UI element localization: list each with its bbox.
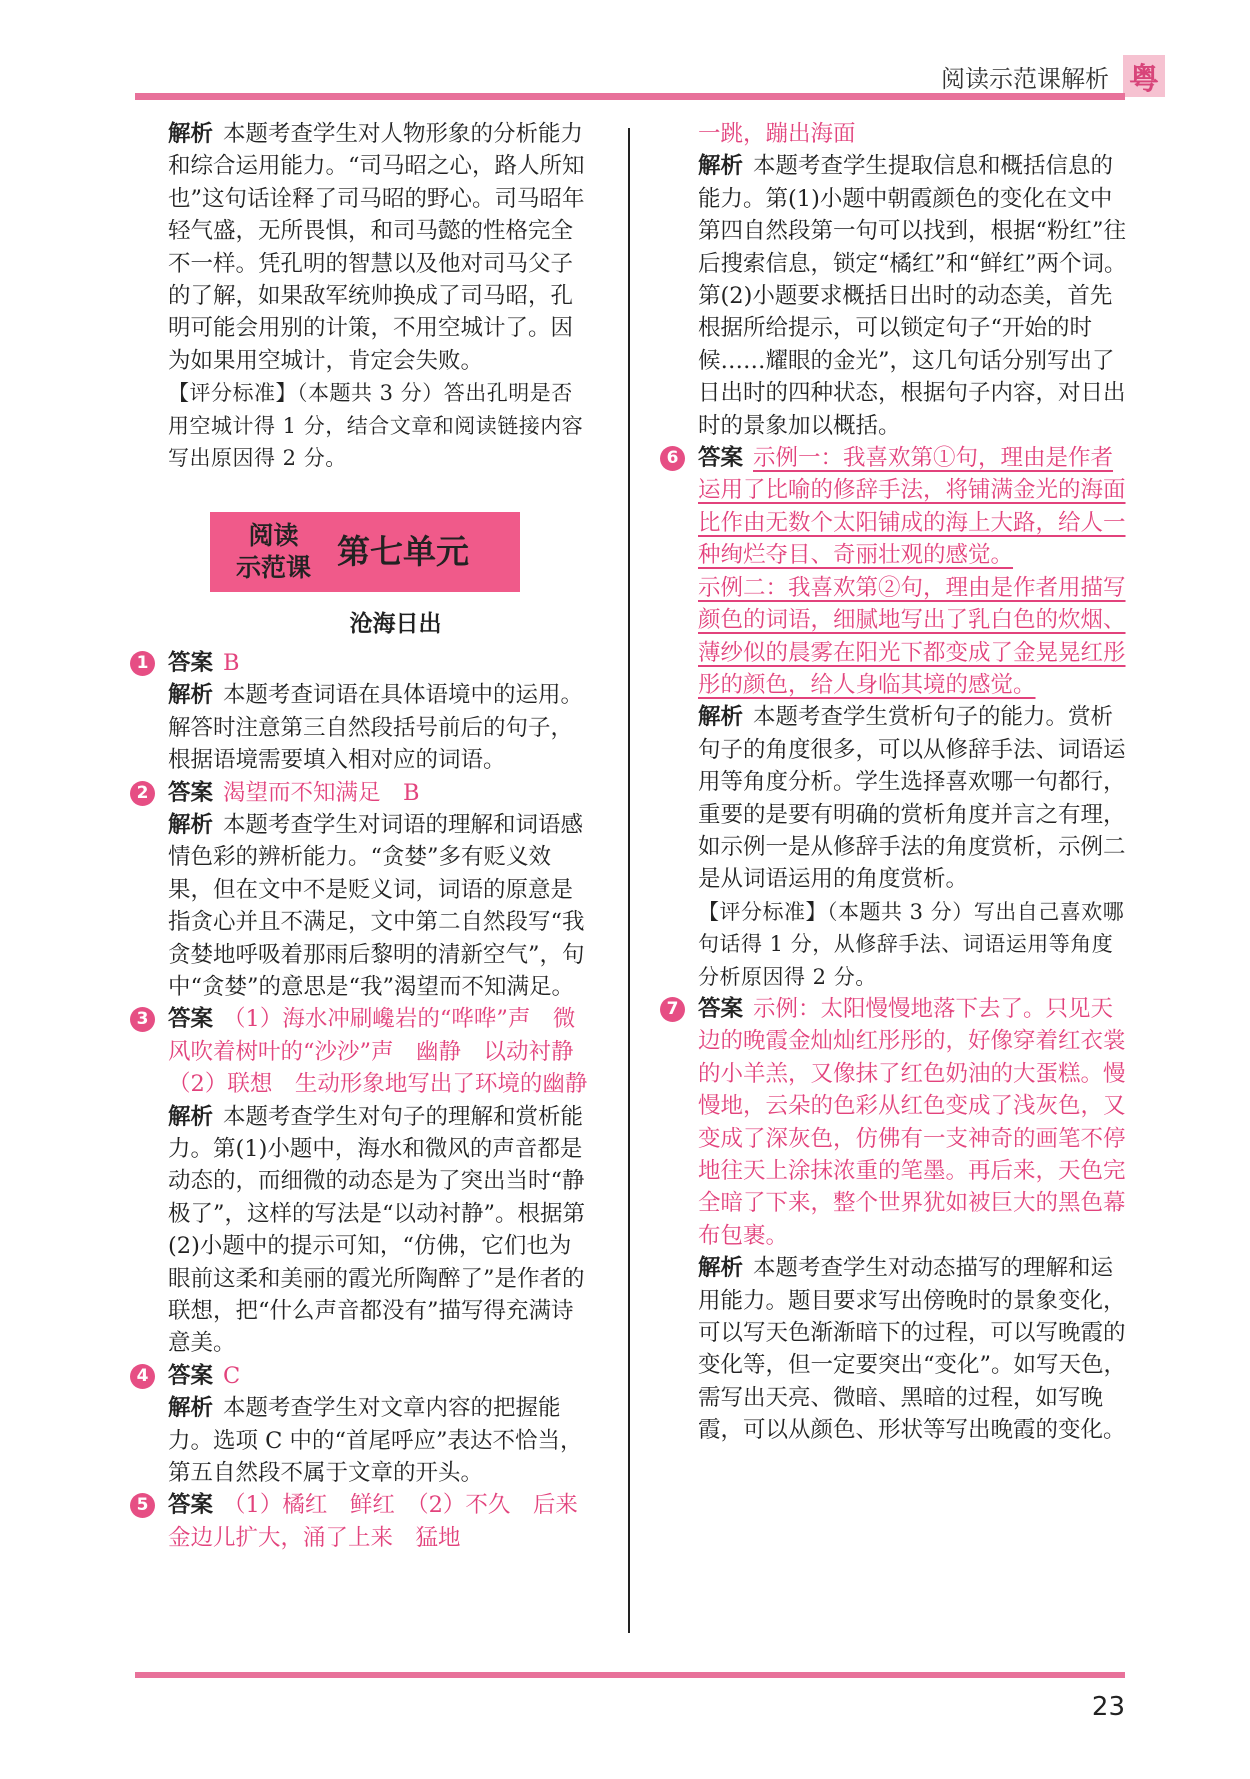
bottom-rule [135,1672,1125,1678]
question-number-badge: 3 [130,1007,155,1032]
question-6: 6 答案 示例一：我喜欢第①句，理由是作者运用了比喻的修辞手法，将铺满金光的海面比作由无数个太阳铺成的海上大路，给人一种绚烂夺目、奇丽壮观的感觉。 示例二：我喜欢第②句，理由是作者用描写颜色的词语，细腻地写出了乳白色的炊烟、薄纱似的晨雾在阳光下都变成了金晃晃红彤彤的颜色，给人身临其境的感觉。 解析 本题考查学生赏析句子的能力。赏析句子的角度很多，可以从修辞手法、词语运用等角度分析。学生选择喜欢哪一句都行，重要的是要有明确的赏析角度并言之有理，如示例一是从修辞手法的角度赏析，示例二是从词语运用的角度赏析。 【评分标准】（本题共 3 分）写出自己喜欢哪句话得 1 分，从修辞手法、词语运用等角度分析原因得 2 分。 [698,442,1128,993]
question-3: 3 答案 （1）海水冲刷巉岩的“哗哗”声 微风吹着树叶的“沙沙”声 幽静 以动衬静 （2）联想 生动形象地写出了环境的幽静 解析 本题考查学生对句子的理解和赏析能力。第(1)小题中，海水和微风的声音都是动态的，而细微的动态是为了突出当时“静极了”，这样的写法是“以动衬静”。根据第(2)小题中的提示可知，“仿佛，它们也为眼前这柔和美丽的霞光所陶醉了”是作者的联想，把“什么声音都没有”描写得充满诗意美。 [168,1003,593,1359]
guangdong-seal: 粤 [1123,55,1165,97]
question-1: 1 答案 B 解析 本题考查词语在具体语境中的运用。解答时注意第三自然段括号前后的句子，根据语境需要填入相对应的词语。 [168,647,593,777]
question-number-badge: 2 [130,781,155,806]
question-2: 2 答案 渴望而不知满足 B 解析 本题考查学生对词语的理解和词语感情色彩的辨析能力。“贪婪”多有贬义效果，但在文中不是贬义词，词语的原意是指贪心并且不满足，文中第二自然段写“我贪婪地呼吸着那雨后黎明的清新空气”，句中“贪婪”的意思是“我”渴望而不知满足。 [168,777,593,1004]
score-standard: 【评分标准】（本题共 3 分）答出孔明是否用空城计得 1 分，结合文章和阅读链接内容写出原因得 2 分。 [168,381,584,471]
header-label: 阅读示范课解析 [941,64,1109,93]
question-4: 4 答案 C 解析 本题考查学生对文章内容的把握能力。选项 C 中的“首尾呼应”表达不恰当，第五自然段不属于文章的开头。 [168,1360,593,1490]
question-number-badge: 7 [660,997,685,1022]
page-number: 23 [1091,1692,1125,1722]
question-5-continued: 一跳，蹦出海面 [698,121,856,147]
question-number-badge: 1 [130,651,155,676]
article-title: 沧海日出 [349,611,442,638]
right-column [666,118,1128,1447]
score-standard: 【评分标准】（本题共 3 分）写出自己喜欢哪句话得 1 分，从修辞手法、词语运用等角度分析原因得 2 分。 [698,899,1125,989]
question-number-badge: 6 [660,446,685,471]
question-7: 7 答案 示例：太阳慢慢地落下去了。只见天边的晚霞金灿灿红彤彤的，好像穿着红衣裳的小羊羔，又像抹了红色奶油的大蛋糕。慢慢地，云朵的色彩从红色变成了浅灰色，又变成了深灰色，仿佛有一支神奇的画笔不停地往天上涂抹浓重的笔墨。再后来，天色完全暗了下来，整个世界犹如被巨大的黑色幕布包裹。 解析 本题考查学生对动态描写的理解和运用能力。题目要求写出傍晚时的景象变化，可以写天色渐渐暗下的过程，可以写晚霞的变化等，但一定要突出“变化”。如写天色，需写出天亮、微暗、黑暗的过程，如写晚霞，可以从颜色、形状等写出晚霞的变化。 [698,993,1128,1447]
unit-banner: 阅读 示范课 第七单元 [210,512,520,592]
question-number-badge: 4 [130,1364,155,1389]
question-5: 5 答案 （1）橘红 鲜红 （2）不久 后来 金边儿扩大，涌了上来 猛地 [168,1489,593,1554]
unit-title: 第七单元 [337,532,469,572]
column-divider [628,128,630,1633]
question-number-badge: 5 [130,1493,155,1518]
top-rule [135,93,1125,100]
question-5-analysis: 解析 本题考查学生提取信息和概括信息的能力。第(1)小题中朝霞颜色的变化在文中第四自然段第一句可以找到，根据“粉红”往后搜索信息，锁定“橘红”和“鲜红”两个词。第(2)小题要求概括日出时的动态美，首先根据所给提示，可以锁定句子“开始的时候……耀眼的金光”，这几句话分别写出了日出时的四种状态，根据句子内容，对日出时的景象加以概括。 [698,153,1127,439]
left-column [136,118,601,1554]
analysis-paragraph: 解析 本题考查学生对人物形象的分析能力和综合运用能力。“司马昭之心，路人所知也”这句话诠释了司马昭的野心。司马昭年轻气盛，无所畏惧，和司马懿的性格完全不一样。凭孔明的智慧以及他对司马父子的了解，如果敌军统帅换成了司马昭，孔明可能会用别的计策，不用空城计了。因为如果用空城计，肯定会失败。 [168,121,585,374]
page-header [941,55,1165,97]
